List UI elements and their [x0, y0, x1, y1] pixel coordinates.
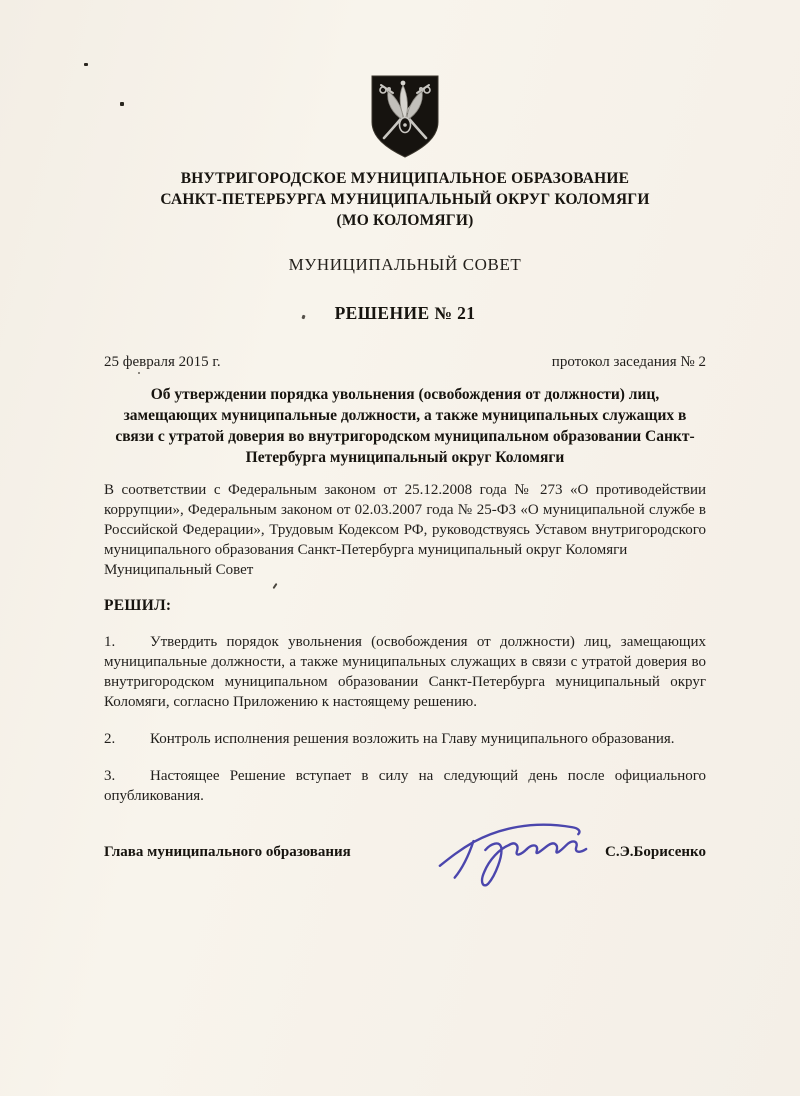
scan-speck [84, 63, 88, 66]
org-header [104, 168, 706, 231]
document-content [0, 72, 800, 861]
org-name-line2: САНКТ-ПЕТЕРБУРГА МУНИЦИПАЛЬНЫЙ ОКРУГ КОЛОМЯГИ [160, 191, 650, 208]
item-text: Контроль исполнения решения возложить на Главу муниципального образования. [150, 731, 675, 747]
item-number: 1. [104, 634, 116, 650]
signature-title: Глава муниципального образования [104, 844, 351, 860]
council-title: МУНИЦИПАЛЬНЫЙ СОВЕТ [288, 255, 522, 274]
decision-item-1 [104, 632, 706, 712]
decision-item-2 [104, 729, 706, 749]
decision-item-3 [104, 766, 706, 806]
item-text: Утвердить порядок увольнения (освобождения от должности) лиц, замещающих муниципальные должности, а также муниципальных служащих в связи с утратой доверия во внутригородском муниципальном образовании Санкт-Петербурга муниципальный округ Коломяги, согласно Приложению к настоящему решению. [104, 634, 706, 710]
org-name-line1: ВНУТРИГОРОДСКОЕ МУНИЦИПАЛЬНОЕ ОБРАЗОВАНИЕ [180, 170, 630, 187]
emblem-container [104, 72, 706, 160]
preamble-tail: Муниципальный Совет [104, 562, 254, 578]
preamble-paragraph: В соответствии с Федеральным законом от 25.12.2008 года № 273 «О противодействии коррупции», Федеральным законом от 02.03.2007 года № 25-ФЗ «О муниципальной службе в Российской Федерации», Трудовым Кодексом РФ, руководствуясь Уставом внутригородского муниципального образования Санкт-Петербурга муниципальный округ Коломяги [104, 482, 706, 558]
date-text: 25 февраля 2015 г. [104, 354, 221, 370]
date-protocol-row [104, 354, 706, 371]
decision-title: РЕШЕНИЕ № 21 [334, 303, 476, 323]
protocol-text: протокол заседания № 2 [551, 354, 706, 370]
signature-autograph [426, 808, 604, 888]
signature-block [104, 844, 706, 861]
signature-name: С.Э.Борисенко [605, 844, 706, 860]
org-name-line3: (МО КОЛОМЯГИ) [336, 212, 474, 229]
subject-paragraph: Об утверждении порядка увольнения (освобождения от должности) лиц, замещающих муниципальные должности, а также муниципальных служащих в связи с утратой доверия во внутригородском муниципальном образовании Санкт-Петербурга муниципальный округ Коломяги [115, 386, 695, 466]
item-number: 2. [104, 731, 116, 747]
resolved-heading: РЕШИЛ: [104, 597, 172, 614]
item-number: 3. [104, 768, 116, 784]
item-text: Настоящее Решение вступает в силу на следующий день после официального опубликования. [104, 768, 706, 804]
coat-of-arms-icon [367, 72, 443, 160]
